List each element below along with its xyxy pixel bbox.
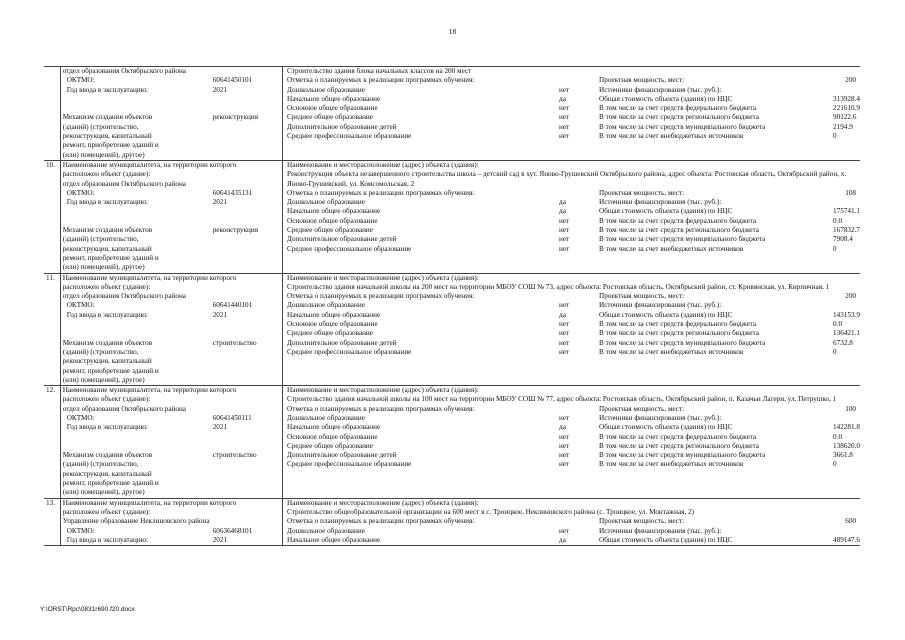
sources-label: Источники финансирования (тыс. руб.): [599, 413, 722, 422]
oktmo-value: 60641440101 [212, 301, 253, 310]
program-name: Дополнительное образование детей [287, 338, 397, 347]
finance-value: 142281.8 [833, 423, 860, 432]
program-name: Дополнительное образование детей [287, 122, 397, 131]
finance-value: 221610.9 [833, 104, 860, 113]
finance-label: В том числе за счет средств муниципального бюджета [599, 451, 766, 460]
program-name: Среднее профессиональное образование [287, 460, 412, 469]
program-name: Среднее общее образование [287, 226, 373, 235]
program-name: Дошкольное образование [287, 301, 365, 310]
program-note-row [287, 76, 860, 85]
finance-value: 0.0 [833, 432, 843, 441]
program-flag: нет [559, 338, 570, 347]
year-row [63, 536, 282, 545]
mechanism-row [63, 339, 282, 348]
sources-label: Источники финансирования (тыс. руб.): [599, 301, 722, 310]
capacity-label: Проектная мощность, мест: [599, 292, 685, 301]
program-name: Среднее общее образование [287, 329, 373, 338]
finance-label: В том числе за счет средств регионального бюджета [599, 329, 759, 338]
spacer [63, 320, 282, 329]
mechanism-value: строительство [212, 451, 257, 460]
program-flag: да [559, 423, 566, 432]
program-flag: нет [559, 329, 570, 338]
program-row [287, 113, 860, 122]
finance-value: 0 [833, 460, 837, 469]
objects-table [44, 66, 860, 546]
record-right-column [283, 274, 860, 386]
muni-label: расположен объект (здание): [62, 507, 151, 516]
finance-label: В том числе за счет средств регионального бюджета [599, 226, 759, 235]
program-note-label: Отметка о планируемых к реализации программах обучения: [287, 188, 475, 197]
mechanism-label: реконструкция, капитальный [62, 244, 152, 253]
muni-label: расположен объект (здание): [62, 282, 151, 291]
program-row [287, 442, 860, 451]
program-row [287, 451, 860, 460]
name-location-label: Наименование и месторасположение (адрес) объекта (здания): [287, 160, 479, 169]
record-left-column [61, 274, 283, 386]
program-name: Дошкольное образование [287, 85, 365, 94]
program-flag: нет [559, 526, 570, 535]
program-row [287, 226, 860, 235]
program-flag: нет [559, 226, 570, 235]
program-flag: нет [559, 347, 570, 356]
muni-value: отдел образования Октябрьского района [62, 179, 186, 188]
program-name: Среднее профессиональное образование [287, 347, 412, 356]
muni-value: Управление образование Неклиновского района [62, 517, 210, 526]
mechanism-label: (или) помещений), другое) [62, 375, 145, 384]
program-flag: нет [559, 113, 570, 122]
record-right-column [283, 386, 860, 498]
mechanism-label: (зданий) (строительство, [62, 122, 139, 131]
mechanism-label: (или) помещений), другое) [62, 488, 145, 497]
finance-value: 6732.8 [833, 338, 853, 347]
record-row [44, 67, 860, 161]
program-note-row [287, 405, 860, 414]
program-row [287, 311, 860, 320]
spacer [63, 433, 282, 442]
record-number: 13. [44, 499, 61, 545]
finance-value: 2194.9 [833, 122, 853, 131]
program-row [287, 245, 860, 254]
capacity-value: 108 [845, 188, 856, 197]
program-name: Начальное общее образование [287, 310, 381, 319]
finance-label: В том числе за счет средств регионального бюджета [599, 441, 759, 450]
program-name: Начальное общее образование [287, 207, 381, 216]
mechanism-label: (зданий) (строительство, [62, 460, 139, 469]
sources-label: Источники финансирования (тыс. руб.): [599, 85, 722, 94]
program-flag: нет [559, 132, 570, 141]
program-flag: нет [559, 320, 570, 329]
mechanism-label: реконструкция, капитальный [62, 469, 152, 478]
finance-value: 136421.1 [833, 329, 860, 338]
finance-value: 90122.6 [833, 113, 857, 122]
program-row [287, 433, 860, 442]
program-note-label: Отметка о планируемых к реализации программах обучения: [287, 404, 475, 413]
spacer [63, 217, 282, 226]
finance-value: 167832.7 [833, 226, 860, 235]
program-flag: да [559, 310, 566, 319]
sources-row [287, 414, 860, 423]
year-label: Год ввода в эксплуатацию: [66, 85, 149, 94]
program-flag: нет [559, 122, 570, 131]
program-name: Основное общее образование [287, 432, 378, 441]
sources-row [287, 86, 860, 95]
program-name: Начальное общее образование [287, 423, 381, 432]
capacity-value: 600 [845, 517, 856, 526]
mechanism-label: ремонт, приобретение зданий и [62, 253, 159, 262]
program-name: Основное общее образование [287, 216, 378, 225]
mechanism-label: Механизм создания объектов [62, 338, 153, 347]
record-number: 10. [44, 161, 61, 273]
program-row [287, 104, 860, 113]
finance-value: 0.0 [833, 216, 843, 225]
program-name: Основное общее образование [287, 104, 378, 113]
sources-row [287, 198, 860, 207]
finance-value: 143153.9 [833, 310, 860, 319]
record-number [44, 67, 61, 160]
program-flag: да [559, 198, 566, 207]
sources-row [287, 301, 860, 310]
program-row [287, 320, 860, 329]
finance-label: Общая стоимость объекта (здания) по НЦС [599, 207, 733, 216]
object-title: Строительство здания начальной школы на 200 мест на территории МБОУ СОШ № 73, адрес объекта: Ростовская область, Октябрьский район, ст. Кривянская, ул. Кирпичная, 1 [287, 282, 830, 291]
mechanism-label: Механизм создания объектов [62, 226, 153, 235]
program-name: Начальное общее образование [287, 94, 381, 103]
program-row [287, 348, 860, 357]
program-name: Дошкольное образование [287, 413, 365, 422]
oktmo-value: 60641450111 [212, 413, 252, 422]
program-flag: нет [559, 451, 570, 460]
capacity-value: 200 [845, 292, 856, 301]
muni-label: Наименование муниципалитета, на территории которого [62, 273, 237, 282]
page-number: 18 [448, 27, 457, 36]
spacer [63, 104, 282, 113]
finance-value: 0 [833, 244, 837, 253]
mechanism-row [63, 451, 282, 460]
program-row [287, 329, 860, 338]
program-note-label: Отметка о планируемых к реализации программах обучения: [287, 76, 475, 85]
finance-label: В том числе за счет внебюджетных источников [599, 244, 744, 253]
muni-value: отдел образования Октябрьского района [62, 67, 186, 75]
object-title: Строительство здания начальной школы на 100 мест на территории МБОУ СОШ № 77, адрес объекта: Ростовская область, Октябрьский район, п. Казачьи Лагери, ул. Петрушко, 1 [287, 395, 837, 404]
program-note-label: Отметка о планируемых к реализации программах обучения: [287, 517, 475, 526]
spacer [559, 292, 599, 301]
sources-label: Источники финансирования (тыс. руб.): [599, 198, 722, 207]
muni-label: Наименование муниципалитета, на территории которого [62, 160, 237, 169]
mechanism-label: реконструкция, капитальный [62, 357, 152, 366]
program-flag: да [559, 535, 566, 544]
finance-value: 7908.4 [833, 235, 853, 244]
year-value: 2021 [212, 423, 228, 432]
program-row [287, 217, 860, 226]
mechanism-value: реконструкция [212, 226, 259, 235]
spacer [833, 527, 860, 536]
finance-label: В том числе за счет средств муниципального бюджета [599, 122, 766, 131]
year-value: 2021 [212, 310, 228, 319]
finance-label: Общая стоимость объекта (здания) по НЦС [599, 310, 733, 319]
record-number: 12. [44, 386, 61, 498]
record-row [44, 274, 860, 387]
mechanism-label: реконструкция, капитальный [62, 132, 152, 141]
finance-value: 175741.1 [833, 207, 860, 216]
object-title: Реконструкция объекта незавершенного строительства школа – детский сад в хут. Яново-Грушевский Октябрьского района, адрес объекта: Ростовская область, Октябрьский район, х. Яново-Грушевский, ул. Комсомольская, 2 [287, 170, 847, 188]
record-row [44, 499, 860, 546]
oktmo-label: ОКТМО: [66, 188, 95, 197]
capacity-label: Проектная мощность, мест: [599, 404, 685, 413]
program-note-row [287, 292, 860, 301]
program-row [287, 123, 860, 132]
spacer [559, 405, 599, 414]
oktmo-label: ОКТМО: [66, 413, 95, 422]
object-title: Строительство общеобразовательной организации на 600 мест в с. Троицкое, Неклиновского района (с. Троицкое, ул. Монтажная, 2) [287, 507, 695, 516]
capacity-value: 100 [845, 404, 856, 413]
record-right-column [283, 67, 860, 160]
year-row [63, 198, 282, 207]
record-row [44, 386, 860, 499]
mechanism-row [63, 113, 282, 122]
spacer [559, 189, 599, 198]
year-row [63, 311, 282, 320]
mechanism-label: ремонт, приобретение зданий и [62, 366, 159, 375]
finance-label: В том числе за счет внебюджетных источников [599, 132, 744, 141]
record-left-column [61, 386, 283, 498]
program-flag: нет [559, 235, 570, 244]
muni-label: расположен объект (здание): [62, 395, 151, 404]
finance-label: В том числе за счет средств федерального бюджета [599, 216, 757, 225]
capacity-label: Проектная мощность, мест: [599, 188, 685, 197]
record-number: 11. [44, 274, 61, 386]
oktmo-row [63, 189, 282, 198]
program-row [287, 460, 860, 469]
spacer [833, 301, 860, 310]
finance-label: Общая стоимость объекта (здания) по НЦС [599, 94, 733, 103]
finance-value: 0 [833, 347, 837, 356]
name-location-label: Наименование и месторасположение (адрес) объекта (здания): [287, 498, 479, 507]
muni-label: Наименование муниципалитета, на территории которого [62, 498, 237, 507]
finance-label: Общая стоимость объекта (здания) по НЦС [599, 535, 733, 544]
program-name: Среднее профессиональное образование [287, 244, 412, 253]
year-row [63, 423, 282, 432]
year-label: Год ввода в эксплуатацию: [66, 535, 149, 544]
year-value: 2021 [212, 198, 228, 207]
oktmo-row [63, 301, 282, 310]
mechanism-label: ремонт, приобретение зданий и [62, 141, 159, 150]
program-name: Дополнительное образование детей [287, 451, 397, 460]
finance-value: 489147.6 [833, 535, 860, 544]
program-row [287, 423, 860, 432]
oktmo-value: 60641435131 [212, 188, 253, 197]
capacity-label: Проектная мощность, мест: [599, 76, 685, 85]
record-right-column [283, 161, 860, 273]
finance-label: В том числе за счет средств федерального бюджета [599, 104, 757, 113]
file-path-footer: Y:\ORST\Rpc\0831r690.f20.docx [40, 606, 135, 613]
record-row [44, 161, 860, 274]
program-row [287, 132, 860, 141]
mechanism-label: (зданий) (строительство, [62, 235, 139, 244]
muni-value: отдел образования Октябрьского района [62, 404, 186, 413]
spacer [833, 198, 860, 207]
oktmo-row [63, 527, 282, 536]
oktmo-value: 60636468101 [212, 526, 253, 535]
program-flag: нет [559, 460, 570, 469]
finance-value: 0 [833, 132, 837, 141]
finance-label: В том числе за счет средств регионального бюджета [599, 113, 759, 122]
program-flag: нет [559, 85, 570, 94]
spacer [63, 442, 282, 451]
mechanism-value: реконструкция [212, 113, 259, 122]
sources-label: Источники финансирования (тыс. руб.): [599, 526, 722, 535]
oktmo-label: ОКТМО: [66, 76, 95, 85]
mechanism-label: ремонт, приобретение зданий и [62, 479, 159, 488]
program-row [287, 339, 860, 348]
program-flag: нет [559, 441, 570, 450]
year-label: Год ввода в эксплуатацию: [66, 198, 149, 207]
muni-label: расположен объект (здание): [62, 170, 151, 179]
program-note-row [287, 189, 860, 198]
oktmo-row [63, 76, 282, 85]
mechanism-row [63, 226, 282, 235]
finance-label: В том числе за счет внебюджетных источников [599, 460, 744, 469]
year-row [63, 86, 282, 95]
program-name: Дошкольное образование [287, 526, 365, 535]
mechanism-label: (или) помещений), другое) [62, 263, 145, 272]
program-name: Дошкольное образование [287, 198, 365, 207]
spacer [63, 207, 282, 216]
record-left-column [61, 67, 283, 160]
program-flag: нет [559, 432, 570, 441]
program-row [287, 95, 860, 104]
year-label: Год ввода в эксплуатацию: [66, 310, 149, 319]
spacer [833, 414, 860, 423]
muni-label: Наименование муниципалитета, на территории которого [62, 386, 237, 395]
year-value: 2021 [212, 535, 228, 544]
finance-label: В том числе за счет средств федерального бюджета [599, 320, 757, 329]
program-name: Среднее общее образование [287, 441, 373, 450]
program-row [287, 536, 860, 545]
spacer [559, 76, 599, 85]
name-location-label: Наименование и месторасположение (адрес) объекта (здания): [287, 273, 479, 282]
oktmo-row [63, 414, 282, 423]
finance-label: В том числе за счет средств муниципального бюджета [599, 338, 766, 347]
spacer [833, 86, 860, 95]
capacity-value: 200 [845, 76, 856, 85]
finance-value: 3661.8 [833, 451, 853, 460]
program-flag: нет [559, 301, 570, 310]
program-name: Среднее профессиональное образование [287, 132, 412, 141]
program-row [287, 207, 860, 216]
year-label: Год ввода в эксплуатацию: [66, 423, 149, 432]
program-flag: да [559, 94, 566, 103]
mechanism-label: Механизм создания объектов [62, 451, 153, 460]
muni-value: отдел образования Октябрьского района [62, 292, 186, 301]
finance-label: В том числе за счет средств федерального бюджета [599, 432, 757, 441]
year-value: 2021 [212, 85, 228, 94]
mechanism-label: Механизм создания объектов [62, 113, 153, 122]
program-row [287, 235, 860, 244]
program-note-label: Отметка о планируемых к реализации программах обучения: [287, 292, 475, 301]
sources-row [287, 527, 860, 536]
record-left-column [61, 499, 283, 545]
program-flag: нет [559, 216, 570, 225]
finance-label: В том числе за счет средств муниципального бюджета [599, 235, 766, 244]
finance-label: Общая стоимость объекта (здания) по НЦС [599, 423, 733, 432]
program-flag: нет [559, 104, 570, 113]
oktmo-value: 60641450101 [212, 76, 253, 85]
mechanism-label: (зданий) (строительство, [62, 347, 139, 356]
record-right-column [283, 499, 860, 545]
spacer [63, 95, 282, 104]
program-flag: нет [559, 413, 570, 422]
finance-value: 138620.0 [833, 441, 860, 450]
capacity-label: Проектная мощность, мест: [599, 517, 685, 526]
program-name: Начальное общее образование [287, 535, 381, 544]
finance-value: 0.0 [833, 320, 843, 329]
mechanism-value: строительство [212, 338, 257, 347]
finance-value: 313928.4 [833, 94, 860, 103]
program-name: Дополнительное образование детей [287, 235, 397, 244]
object-title: Строительство здания блока начальных классов на 200 мест [287, 67, 472, 75]
program-name: Основное общее образование [287, 320, 378, 329]
name-location-label: Наименование и месторасположение (адрес) объекта (здания): [287, 386, 479, 395]
finance-label: В том числе за счет внебюджетных источников [599, 347, 744, 356]
oktmo-label: ОКТМО: [66, 301, 95, 310]
record-left-column [61, 161, 283, 273]
program-note-row [287, 517, 860, 526]
oktmo-label: ОКТМО: [66, 526, 95, 535]
program-name: Среднее общее образование [287, 113, 373, 122]
mechanism-label: (или) помещений), другое) [62, 150, 145, 159]
program-flag: нет [559, 244, 570, 253]
spacer [63, 329, 282, 338]
program-flag: да [559, 207, 566, 216]
spacer [559, 517, 599, 526]
